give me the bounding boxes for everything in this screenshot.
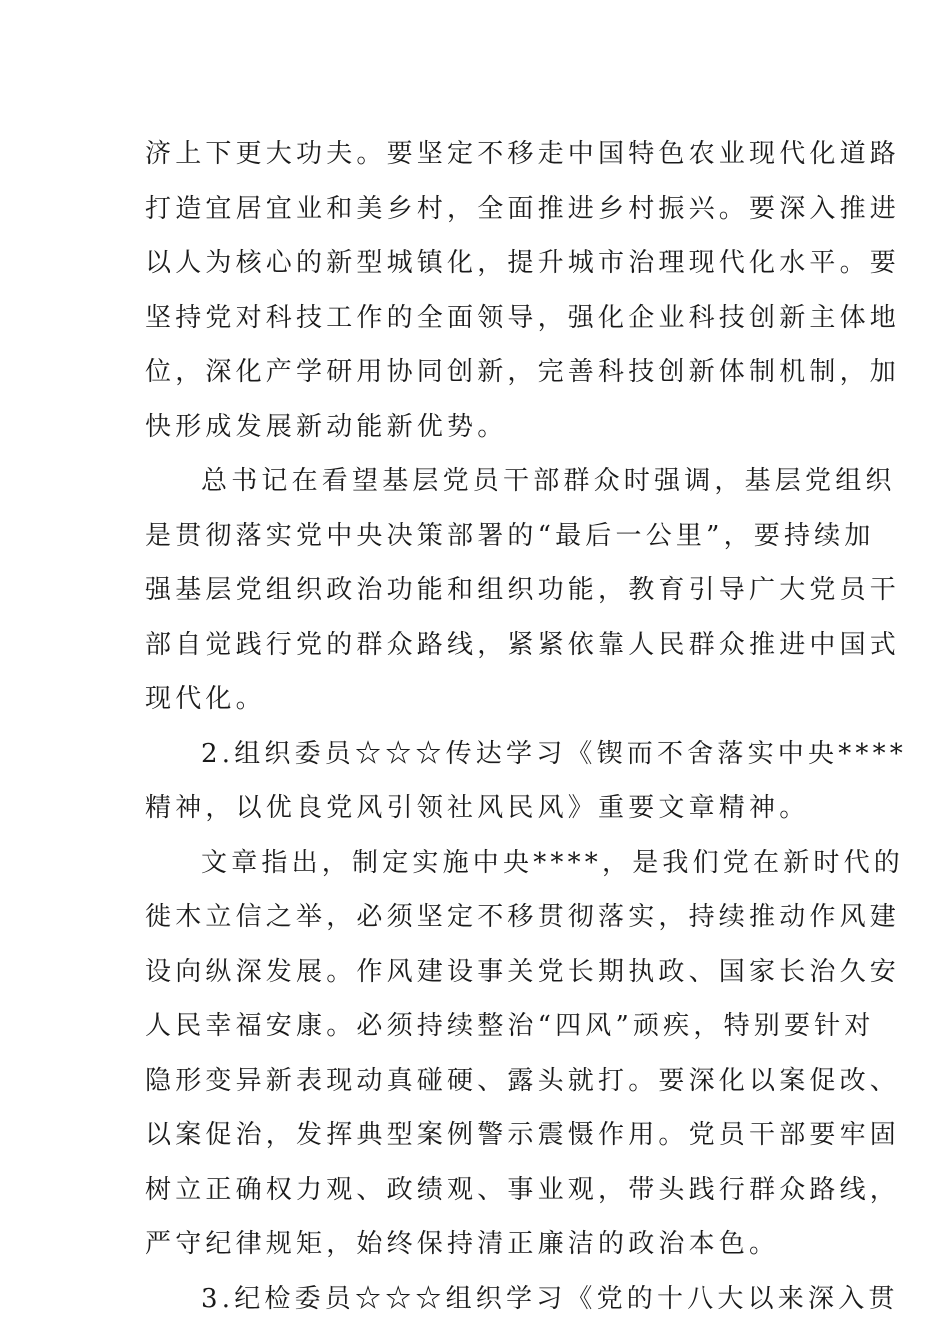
paragraph-start-line: 总书记在看望基层党员干部群众时强调，基层党组织 [201,466,896,496]
item-heading-line: 3.纪检委员☆☆☆组织学习《党的十八大以来深入贯 [201,1283,899,1314]
text-line: 打造宜居宜业和美乡村，全面推进乡村振兴。要深入推进 [145,193,901,224]
text-line: 严守纪律规矩，始终保持清正廉洁的政治本色。 [145,1229,780,1259]
document-body [145,127,908,1326]
text-line: 快形成发展新动能新优势。 [145,411,508,442]
text-line: 是贯彻落实党中央决策部署的“最后一公里”，要持续加 [145,520,875,551]
text-line: 现代化。 [145,684,266,714]
text-line: 徙木立信之举，必须坚定不移贯彻落实，持续推动作风建 [145,902,901,932]
text-line: 精神，以优良党风引领社风民风》重要文章精神。 [145,793,810,823]
text-line: 设向纵深发展。作风建设事关党长期执政、国家长治久安 [145,956,901,987]
text-line: 以人为核心的新型城镇化，提升城市治理现代化水平。要 [145,248,901,278]
text-line: 位，深化产学研用协同创新，完善科技创新体制机制，加 [145,357,901,387]
text-line: 强基层党组织政治功能和组织功能，教育引导广大党员干 [145,575,901,605]
text-line: 坚持党对科技工作的全面领导，强化企业科技创新主体地 [145,302,901,333]
text-line: 树立正确权力观、政绩观、事业观，带头践行群众路线， [145,1174,901,1205]
text-line: 济上下更大功夫。要坚定不移走中国特色农业现代化道路 [145,139,901,169]
text-line: 以案促治，发挥典型案例警示震慑作用。党员干部要牢固 [145,1120,901,1150]
text-line: 人民幸福安康。必须持续整治“四风”顽疾，特别要针对 [145,1011,875,1041]
text-line: 部自觉践行党的群众路线，紧紧依靠人民群众推进中国式 [145,629,901,660]
item-heading-line: 2.组织委员☆☆☆传达学习《锲而不舍落实中央**** [201,738,908,769]
paragraph-start-line: 文章指出，制定实施中央****，是我们党在新时代的 [201,847,905,878]
text-line: 隐形变异新表现动真碰硬、露头就打。要深化以案促改、 [145,1065,901,1096]
